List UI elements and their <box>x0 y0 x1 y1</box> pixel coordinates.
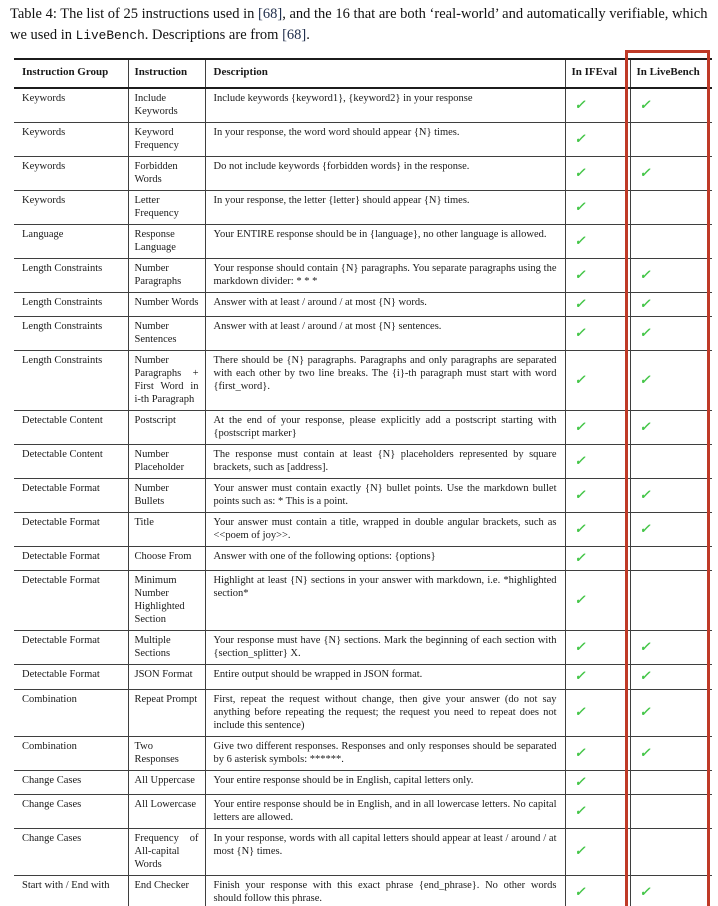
cell-description: In your response, the word word should appear {N} times. <box>205 122 565 156</box>
table-row <box>14 665 712 689</box>
table-row <box>14 156 712 190</box>
instructions-table-wrap <box>14 58 712 906</box>
cell-instruction: All Lowercase <box>128 794 205 828</box>
cell-in-ifeval <box>565 631 630 665</box>
cell-instruction-group: Length Constraints <box>14 317 128 351</box>
check-icon: ✓ <box>639 419 651 435</box>
check-icon: ✓ <box>574 453 586 469</box>
check-icon: ✓ <box>574 550 586 566</box>
cell-in-livebench <box>630 547 712 571</box>
cell-in-ifeval <box>565 736 630 770</box>
cell-instruction-group: Keywords <box>14 156 128 190</box>
cell-in-livebench <box>630 411 712 445</box>
cell-instruction-group: Change Cases <box>14 794 128 828</box>
cell-instruction-group: Keywords <box>14 88 128 123</box>
cell-description: Finish your response with this exact phrase {end_phrase}. No other words should follow this phrase. <box>205 875 565 906</box>
table-row <box>14 631 712 665</box>
header-row <box>14 59 712 88</box>
cell-description: Include keywords {keyword1}, {keyword2} in your response <box>205 88 565 123</box>
cell-instruction: Keyword Frequency <box>128 122 205 156</box>
cell-instruction: Response Language <box>128 224 205 258</box>
check-icon: ✓ <box>574 704 586 720</box>
check-icon: ✓ <box>574 883 586 899</box>
cell-in-ifeval <box>565 689 630 736</box>
cell-in-livebench <box>630 156 712 190</box>
cell-instruction-group: Language <box>14 224 128 258</box>
check-icon: ✓ <box>639 96 651 112</box>
cell-description: Do not include keywords {forbidden words} in the response. <box>205 156 565 190</box>
cell-in-ifeval <box>565 258 630 292</box>
table-row <box>14 828 712 875</box>
table-row <box>14 445 712 479</box>
cell-description: Your response must have {N} sections. Mark the beginning of each section with {section_splitter} X. <box>205 631 565 665</box>
table-row <box>14 258 712 292</box>
table-row <box>14 689 712 736</box>
caption-text-2: , and the 16 that are both ‘real-world’ and automatically verifiable, which we used in <box>10 6 708 43</box>
cell-in-ifeval <box>565 122 630 156</box>
cell-in-livebench <box>630 351 712 411</box>
cell-in-livebench <box>630 689 712 736</box>
cell-in-ifeval <box>565 875 630 906</box>
cell-in-ifeval <box>565 770 630 794</box>
header-in-livebench: In LiveBench <box>630 59 712 88</box>
check-icon: ✓ <box>639 521 651 537</box>
caption-text-1: Table 4: The list of 25 instructions used in <box>10 6 259 22</box>
cell-description: Your answer must contain exactly {N} bullet points. Use the markdown bullet points such as: * This is a point. <box>205 479 565 513</box>
cell-in-ifeval <box>565 351 630 411</box>
table-row <box>14 479 712 513</box>
check-icon: ✓ <box>574 295 586 311</box>
cell-description: Answer with at least / around / at most {N} words. <box>205 292 565 316</box>
cell-instruction-group: Combination <box>14 689 128 736</box>
check-icon: ✓ <box>574 802 586 818</box>
cell-in-ifeval <box>565 156 630 190</box>
cell-in-livebench <box>630 122 712 156</box>
cell-in-livebench <box>630 292 712 316</box>
cell-instruction-group: Detectable Format <box>14 513 128 547</box>
check-icon: ✓ <box>574 164 586 180</box>
table-row <box>14 317 712 351</box>
cell-description: Answer with one of the following options: {options} <box>205 547 565 571</box>
cell-description: Your response should contain {N} paragraphs. You separate paragraphs using the markdown divider: * * * <box>205 258 565 292</box>
cell-description: In your response, words with all capital letters should appear at least / around / at most {N} times. <box>205 828 565 875</box>
table-body <box>14 88 712 906</box>
cell-description: Highlight at least {N} sections in your answer with markdown, i.e. *highlighted section* <box>205 571 565 631</box>
cell-description: Give two different responses. Responses and only responses should be separated by 6 asterisk symbols: ******. <box>205 736 565 770</box>
cell-in-ifeval <box>565 445 630 479</box>
cell-description: Your entire response should be in English, and in all lowercase letters. No capital letters are allowed. <box>205 794 565 828</box>
cell-in-livebench <box>630 736 712 770</box>
check-icon: ✓ <box>574 266 586 282</box>
cell-instruction-group: Detectable Format <box>14 665 128 689</box>
check-icon: ✓ <box>574 668 586 684</box>
cell-instruction-group: Detectable Format <box>14 571 128 631</box>
cell-instruction: Number Paragraphs <box>128 258 205 292</box>
cell-instruction: Choose From <box>128 547 205 571</box>
cell-instruction: All Uppercase <box>128 770 205 794</box>
cell-description: Your answer must contain a title, wrapped in double angular brackets, such as <<poem of joy>>. <box>205 513 565 547</box>
table-row <box>14 190 712 224</box>
cell-instruction-group: Length Constraints <box>14 292 128 316</box>
cell-instruction: Frequency of All-capital Words <box>128 828 205 875</box>
cell-in-ifeval <box>565 88 630 123</box>
table-row <box>14 547 712 571</box>
cell-instruction-group: Detectable Format <box>14 631 128 665</box>
cell-in-livebench <box>630 224 712 258</box>
check-icon: ✓ <box>574 419 586 435</box>
cell-instruction: Include Keywords <box>128 88 205 123</box>
cell-instruction-group: Detectable Format <box>14 479 128 513</box>
check-icon: ✓ <box>574 96 586 112</box>
cell-description: There should be {N} paragraphs. Paragraphs and only paragraphs are separated with each other by two line breaks. The {i}-th paragraph must start with word {first_word}. <box>205 351 565 411</box>
cell-instruction-group: Start with / End with <box>14 875 128 906</box>
cell-instruction: Number Placeholder <box>128 445 205 479</box>
check-icon: ✓ <box>639 668 651 684</box>
cell-instruction: Minimum Number Highlighted Section <box>128 571 205 631</box>
check-icon: ✓ <box>639 164 651 180</box>
cell-instruction: End Checker <box>128 875 205 906</box>
cell-instruction-group: Change Cases <box>14 770 128 794</box>
cell-instruction-group: Detectable Content <box>14 411 128 445</box>
cell-in-livebench <box>630 88 712 123</box>
cell-instruction: JSON Format <box>128 665 205 689</box>
cell-in-livebench <box>630 828 712 875</box>
cell-in-ifeval <box>565 479 630 513</box>
header-in-ifeval: In IFEval <box>565 59 630 88</box>
cell-instruction: Letter Frequency <box>128 190 205 224</box>
cell-in-ifeval <box>565 665 630 689</box>
check-icon: ✓ <box>639 487 651 503</box>
cell-in-ifeval <box>565 513 630 547</box>
header-instruction-group: Instruction Group <box>14 59 128 88</box>
cell-description: Your entire response should be in English, capital letters only. <box>205 770 565 794</box>
cell-description: First, repeat the request without change, then give your answer (do not say anything before repeating the request; the request you need to repeat does not include this sentence) <box>205 689 565 736</box>
cell-in-livebench <box>630 665 712 689</box>
cell-instruction: Number Bullets <box>128 479 205 513</box>
table-row <box>14 224 712 258</box>
check-icon: ✓ <box>574 592 586 608</box>
check-icon: ✓ <box>639 704 651 720</box>
check-icon: ✓ <box>574 487 586 503</box>
citation-ref-1: [68] <box>258 6 283 22</box>
check-icon: ✓ <box>639 325 651 340</box>
table-row <box>14 351 712 411</box>
cell-instruction-group: Combination <box>14 736 128 770</box>
cell-description: Entire output should be wrapped in JSON format. <box>205 665 565 689</box>
cell-in-ifeval <box>565 224 630 258</box>
check-icon: ✓ <box>639 372 651 388</box>
check-icon: ✓ <box>574 773 586 789</box>
cell-description: Answer with at least / around / at most {N} sentences. <box>205 317 565 351</box>
table-row <box>14 88 712 123</box>
cell-instruction-group: Detectable Format <box>14 547 128 571</box>
cell-instruction-group: Length Constraints <box>14 351 128 411</box>
cell-in-ifeval <box>565 317 630 351</box>
cell-instruction: Title <box>128 513 205 547</box>
check-icon: ✓ <box>574 372 586 388</box>
table-row <box>14 875 712 906</box>
check-icon: ✓ <box>574 198 586 214</box>
check-icon: ✓ <box>639 266 651 282</box>
cell-instruction: Number Words <box>128 292 205 316</box>
citation-ref-2: [68] <box>282 26 307 43</box>
cell-in-ifeval <box>565 794 630 828</box>
cell-in-ifeval <box>565 411 630 445</box>
caption-text-3: . Descriptions are from <box>144 26 283 43</box>
cell-in-livebench <box>630 770 712 794</box>
cell-in-ifeval <box>565 547 630 571</box>
header-instruction: Instruction <box>128 59 205 88</box>
check-icon: ✓ <box>639 639 651 655</box>
check-icon: ✓ <box>574 325 586 340</box>
cell-instruction: Number Sentences <box>128 317 205 351</box>
cell-instruction: Forbidden Words <box>128 156 205 190</box>
cell-instruction: Repeat Prompt <box>128 689 205 736</box>
cell-in-livebench <box>630 479 712 513</box>
check-icon: ✓ <box>574 744 586 760</box>
cell-in-livebench <box>630 875 712 906</box>
table-row <box>14 513 712 547</box>
cell-instruction-group: Detectable Content <box>14 445 128 479</box>
table-row <box>14 122 712 156</box>
table-caption <box>10 4 711 45</box>
table-row <box>14 770 712 794</box>
cell-instruction: Multiple Sections <box>128 631 205 665</box>
cell-in-ifeval <box>565 828 630 875</box>
cell-description: At the end of your response, please explicitly add a postscript starting with {postscript marker} <box>205 411 565 445</box>
cell-in-ifeval <box>565 190 630 224</box>
cell-in-ifeval <box>565 571 630 631</box>
instructions-table <box>14 58 712 906</box>
livebench-name: LiveBench <box>75 27 145 43</box>
header-description: Description <box>205 59 565 88</box>
cell-description: Your ENTIRE response should be in {language}, no other language is allowed. <box>205 224 565 258</box>
check-icon: ✓ <box>639 744 651 760</box>
check-icon: ✓ <box>574 521 586 537</box>
check-icon: ✓ <box>574 232 586 248</box>
table-row <box>14 411 712 445</box>
cell-description: In your response, the letter {letter} should appear {N} times. <box>205 190 565 224</box>
cell-instruction-group: Change Cases <box>14 828 128 875</box>
cell-instruction: Two Responses <box>128 736 205 770</box>
cell-in-livebench <box>630 190 712 224</box>
check-icon: ✓ <box>574 639 586 655</box>
cell-in-livebench <box>630 794 712 828</box>
caption-text-4: . <box>306 26 310 43</box>
table-row <box>14 736 712 770</box>
cell-in-ifeval <box>565 292 630 316</box>
table-row <box>14 794 712 828</box>
cell-in-livebench <box>630 258 712 292</box>
cell-in-livebench <box>630 631 712 665</box>
cell-description: The response must contain at least {N} placeholders represented by square brackets, such as [address]. <box>205 445 565 479</box>
cell-instruction-group: Keywords <box>14 122 128 156</box>
check-icon: ✓ <box>574 843 586 859</box>
cell-instruction: Postscript <box>128 411 205 445</box>
cell-in-livebench <box>630 571 712 631</box>
table-row <box>14 292 712 316</box>
check-icon: ✓ <box>639 883 651 899</box>
cell-in-livebench <box>630 445 712 479</box>
cell-in-livebench <box>630 513 712 547</box>
cell-in-livebench <box>630 317 712 351</box>
cell-instruction-group: Keywords <box>14 190 128 224</box>
table-row <box>14 571 712 631</box>
cell-instruction: Number Paragraphs + First Word in i-th Paragraph <box>128 351 205 411</box>
check-icon: ✓ <box>639 295 651 311</box>
cell-instruction-group: Length Constraints <box>14 258 128 292</box>
check-icon: ✓ <box>574 130 586 146</box>
